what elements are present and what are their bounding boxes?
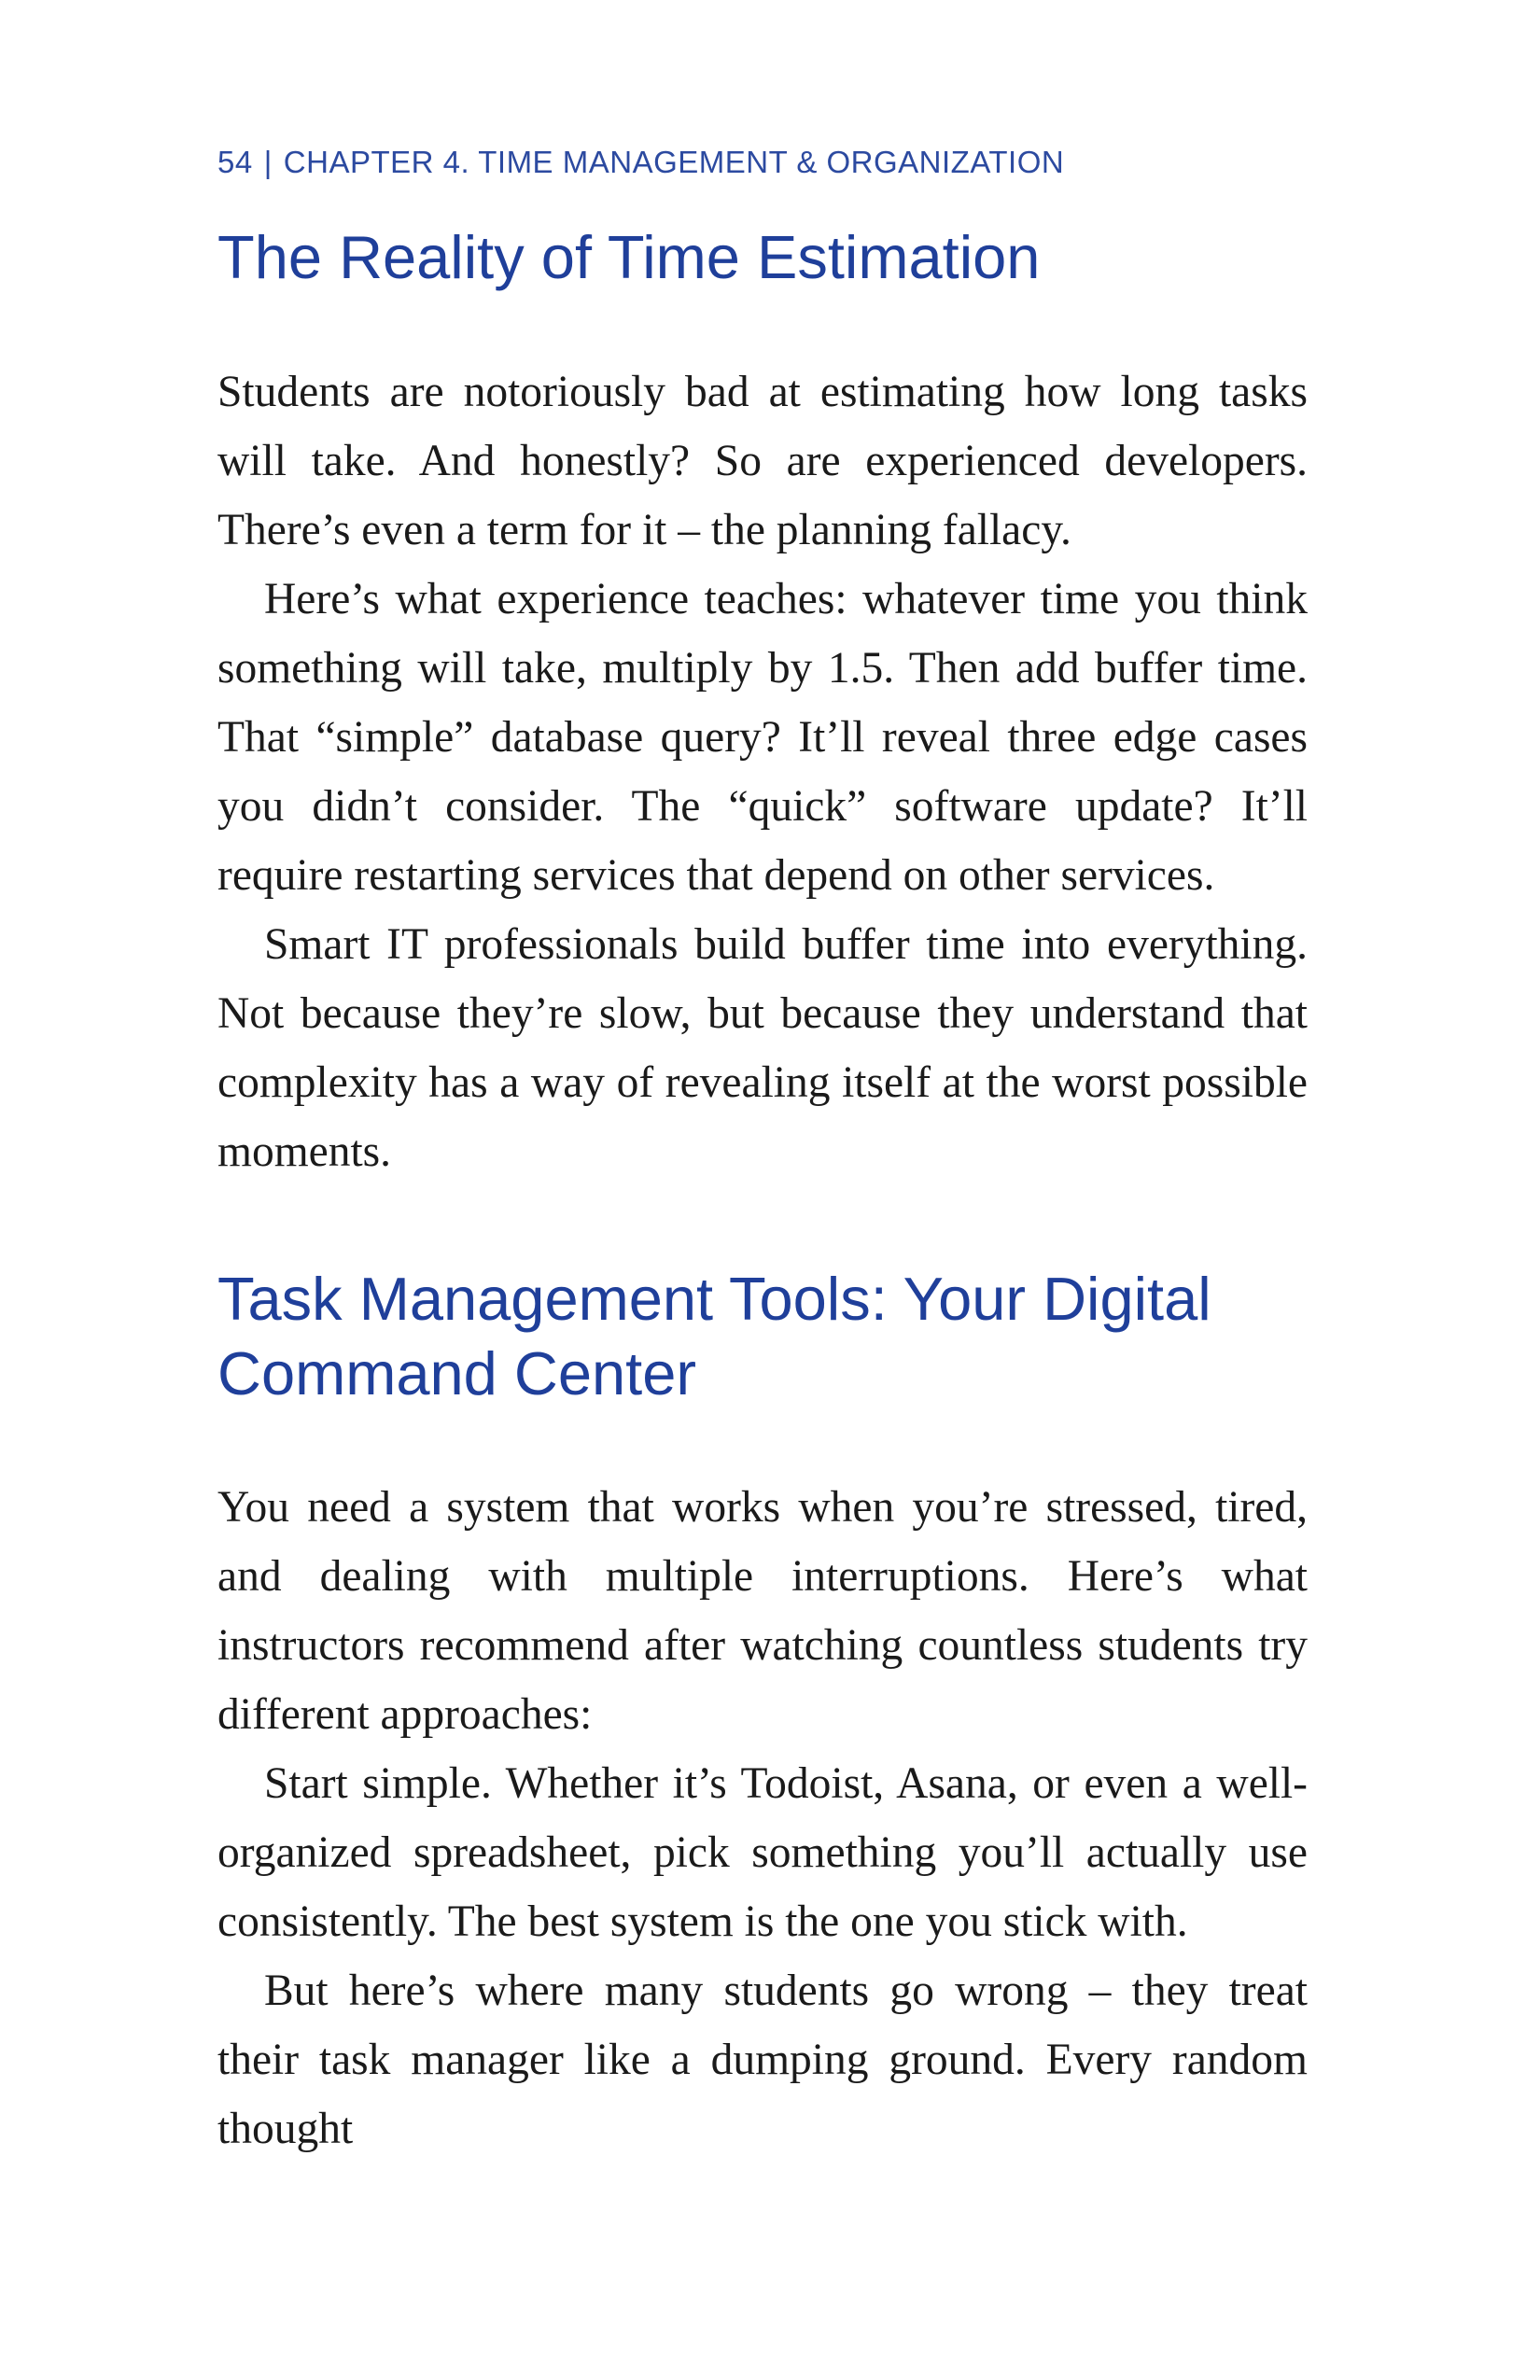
paragraph: But here’s where many students go wrong – they treat their task manager like a dumping ground. Every random thought xyxy=(217,1967,1308,2153)
running-head xyxy=(217,145,1064,180)
paragraph: You need a system that works when you’re stressed, tired, and dealing with multiple interruptions. Here’s what instructors recommend after watching countless students try different approaches: xyxy=(217,1483,1308,1739)
paragraph: Here’s what experience teaches: whatever time you think something will take, multiply by 1.5. Then add buffer time. That “simple” database query? It’ll reveal three edge cases you didn’t consider. The “quick” software update? It’ll require restarting services that depend on other services. xyxy=(217,575,1308,900)
paragraph: Start simple. Whether it’s Todoist, Asana, or even a well-organized spreadsheet, pick something you’ll actually use consistently. The best system is the one you stick with. xyxy=(217,1759,1308,1946)
section-body-task-management-tools xyxy=(217,1473,1308,2163)
section-heading-task-management-tools: Task Management Tools: Your Digital Command Center xyxy=(217,1265,1211,1407)
paragraph: Students are notoriously bad at estimating how long tasks will take. And honestly? So are experienced developers. There’s even a term for it – the planning fallacy. xyxy=(217,368,1308,554)
section-heading-time-estimation: The Reality of Time Estimation xyxy=(217,223,1041,291)
running-head-separator: | xyxy=(263,145,273,179)
page-number: 54 xyxy=(217,145,253,179)
chapter-title: CHAPTER 4. TIME MANAGEMENT & ORGANIZATION xyxy=(283,145,1065,179)
paragraph: Smart IT professionals build buffer time into everything. Not because they’re slow, but because they understand that complexity has a way of revealing itself at the worst possible moments. xyxy=(217,920,1308,1176)
section-body-time-estimation xyxy=(217,357,1308,1186)
